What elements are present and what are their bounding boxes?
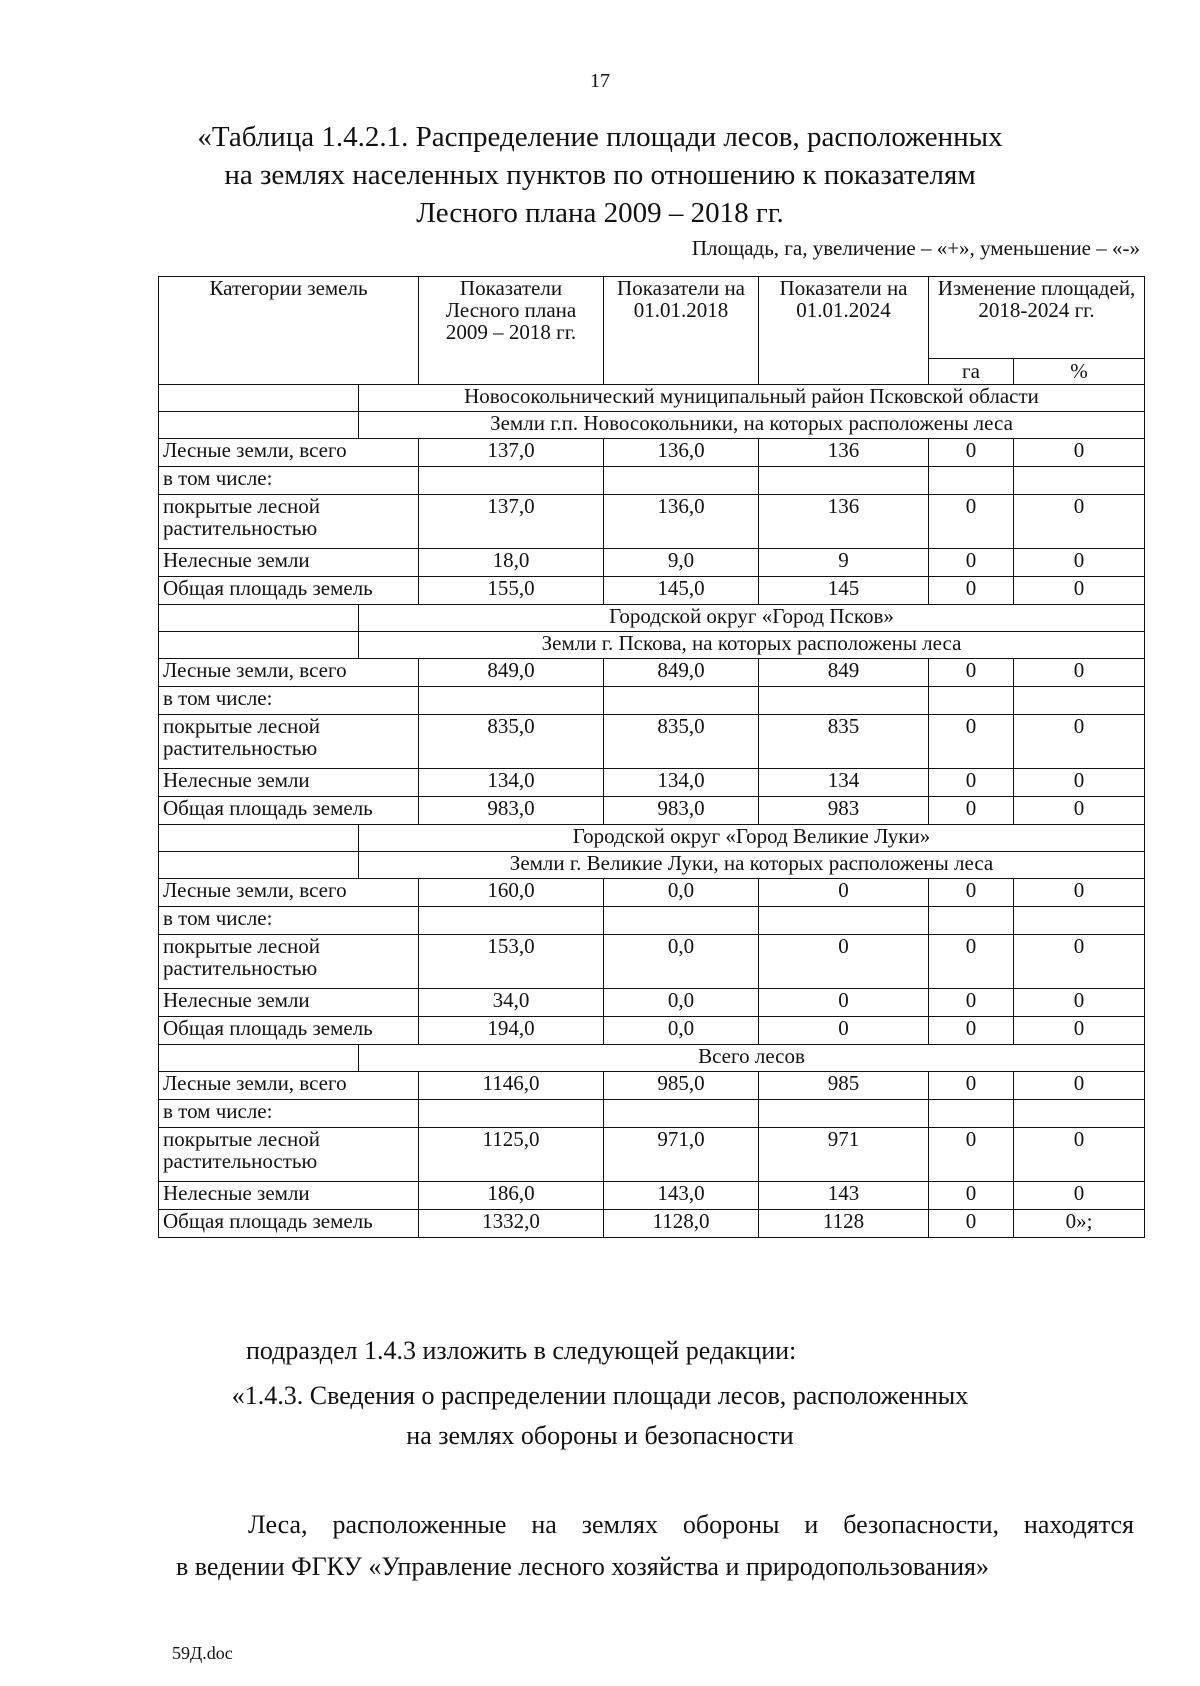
cell-pct: 0 [1014,577,1145,605]
header-pct: % [1014,359,1145,385]
section-lands-row [159,852,1145,879]
cell-ha: 0 [929,715,1014,769]
cell-plan [419,467,604,495]
cell-plan: 155,0 [419,577,604,605]
cell-ha [929,687,1014,715]
row-label: в том числе: [159,1100,419,1128]
cell-y2024: 145 [759,577,929,605]
cell-ha: 0 [929,659,1014,687]
table-row [159,687,1145,715]
cell-pct: 0 [1014,769,1145,797]
cell-ha: 0 [929,935,1014,989]
cell-y2024 [759,467,929,495]
cell-y2018: 983,0 [604,797,759,825]
row-label: Нелесные земли [159,549,419,577]
cell-plan: 1332,0 [419,1210,604,1238]
row-label: Лесные земли, всего [159,1072,419,1100]
cell-pct: 0»; [1014,1210,1145,1238]
title-line: на землях населенных пунктов по отношению к показателям [224,159,976,191]
cell-y2018: 985,0 [604,1072,759,1100]
section-spacer [159,852,359,879]
section-region: Городской округ «Город Великие Луки» [359,825,1145,852]
cell-pct [1014,687,1145,715]
row-label: в том числе: [159,467,419,495]
row-label: покрытые лесной растительностью [159,935,419,989]
cell-plan: 1146,0 [419,1072,604,1100]
table-row [159,549,1145,577]
table-row [159,879,1145,907]
forest-area-table [158,276,1145,1238]
section-region: Новосокольнический муниципальный район Псковской области [359,385,1145,412]
cell-y2024 [759,907,929,935]
cell-plan [419,1100,604,1128]
cell-ha: 0 [929,549,1014,577]
cell-pct: 0 [1014,797,1145,825]
row-label: Нелесные земли [159,1182,419,1210]
cell-y2018: 143,0 [604,1182,759,1210]
row-label: покрытые лесной растительностью [159,715,419,769]
table-row [159,907,1145,935]
row-label: Лесные земли, всего [159,879,419,907]
cell-plan: 137,0 [419,439,604,467]
cell-pct: 0 [1014,495,1145,549]
cell-y2018: 0,0 [604,989,759,1017]
cell-y2024: 849 [759,659,929,687]
section-spacer [159,412,359,439]
section-lands: Земли г. Пскова, на которых расположены леса [359,632,1145,659]
cell-pct: 0 [1014,1072,1145,1100]
section-region-row [159,605,1145,632]
cell-y2018: 1128,0 [604,1210,759,1238]
section-spacer [159,632,359,659]
row-label: Общая площадь земель [159,1210,419,1238]
heading-line: «1.4.3. Сведения о распределении площади лесов, расположенных [231,1381,969,1410]
title-line: Лесного плана 2009 – 2018 гг. [416,197,784,229]
cell-y2024: 835 [759,715,929,769]
section-spacer [159,825,359,852]
cell-ha [929,467,1014,495]
cell-plan: 194,0 [419,1017,604,1045]
row-label: Лесные земли, всего [159,439,419,467]
cell-plan: 134,0 [419,769,604,797]
cell-y2018: 0,0 [604,935,759,989]
row-label: покрытые лесной растительностью [159,495,419,549]
table-row [159,797,1145,825]
section-region: Городской округ «Город Псков» [359,605,1145,632]
cell-ha: 0 [929,1210,1014,1238]
cell-plan: 983,0 [419,797,604,825]
cell-ha: 0 [929,879,1014,907]
section-spacer [159,605,359,632]
cell-y2018: 9,0 [604,549,759,577]
cell-plan: 18,0 [419,549,604,577]
subsection-instruction: подраздел 1.4.3 изложить в следующей редакции: [246,1336,797,1365]
section-lands: Земли г.п. Новосокольники, на которых расположены леса [359,412,1145,439]
cell-ha: 0 [929,989,1014,1017]
row-label: в том числе: [159,907,419,935]
row-label: Общая площадь земель [159,797,419,825]
cell-ha: 0 [929,1017,1014,1045]
row-label: Нелесные земли [159,769,419,797]
title-line: «Таблица 1.4.2.1. Распределение площади лесов, расположенных [197,121,1003,153]
header-ha: га [929,359,1014,385]
cell-plan: 153,0 [419,935,604,989]
table-row [159,989,1145,1017]
cell-ha [929,907,1014,935]
cell-plan: 34,0 [419,989,604,1017]
cell-y2018: 0,0 [604,879,759,907]
section-spacer [159,385,359,412]
body-paragraph [176,1504,1134,1588]
cell-y2018 [604,687,759,715]
row-label: Нелесные земли [159,989,419,1017]
cell-pct: 0 [1014,1128,1145,1182]
cell-ha: 0 [929,1128,1014,1182]
cell-y2024: 1128 [759,1210,929,1238]
cell-plan: 849,0 [419,659,604,687]
subsection-heading [0,1376,1200,1456]
header-plan: Показатели Лесного плана 2009 – 2018 гг. [419,277,604,385]
cell-y2024: 134 [759,769,929,797]
cell-ha [929,1100,1014,1128]
table-row [159,1100,1145,1128]
cell-pct [1014,1100,1145,1128]
cell-y2024: 9 [759,549,929,577]
cell-y2018 [604,1100,759,1128]
table-row [159,1210,1145,1238]
table-row [159,1128,1145,1182]
cell-y2024: 136 [759,439,929,467]
cell-y2024: 985 [759,1072,929,1100]
units-note: Площадь, га, увеличение – «+», уменьшение – «-» [691,236,1140,260]
header-change: Изменение площадей, 2018-2024 гг. [929,277,1145,359]
cell-plan: 835,0 [419,715,604,769]
header-2018: Показатели на 01.01.2018 [604,277,759,385]
cell-pct: 0 [1014,549,1145,577]
table-row [159,439,1145,467]
section-spacer [159,1045,359,1072]
cell-pct: 0 [1014,935,1145,989]
row-label: Лесные земли, всего [159,659,419,687]
table-row [159,715,1145,769]
cell-y2024: 971 [759,1128,929,1182]
table-row [159,1072,1145,1100]
footer-filename: 59Д.doc [172,1643,233,1663]
cell-y2018: 849,0 [604,659,759,687]
row-label: в том числе: [159,687,419,715]
cell-y2024: 983 [759,797,929,825]
table-row [159,659,1145,687]
cell-y2024: 0 [759,935,929,989]
section-region-row [159,825,1145,852]
cell-ha: 0 [929,577,1014,605]
cell-plan: 186,0 [419,1182,604,1210]
header-2024: Показатели на 01.01.2024 [759,277,929,385]
table-row [159,935,1145,989]
cell-y2024: 0 [759,989,929,1017]
section-region-row [159,1045,1145,1072]
cell-plan [419,687,604,715]
cell-pct: 0 [1014,439,1145,467]
section-lands-row [159,412,1145,439]
section-lands-row [159,632,1145,659]
row-label: Общая площадь земель [159,1017,419,1045]
cell-y2018: 134,0 [604,769,759,797]
cell-pct: 0 [1014,989,1145,1017]
cell-pct: 0 [1014,715,1145,769]
section-region-row [159,385,1145,412]
cell-ha: 0 [929,1182,1014,1210]
cell-y2024: 0 [759,879,929,907]
section-lands: Земли г. Великие Луки, на которых расположены леса [359,852,1145,879]
cell-plan: 160,0 [419,879,604,907]
table-row [159,1017,1145,1045]
cell-y2024 [759,687,929,715]
cell-pct [1014,467,1145,495]
header-category: Категории земель [159,277,419,385]
cell-ha: 0 [929,1072,1014,1100]
cell-pct [1014,907,1145,935]
cell-ha: 0 [929,439,1014,467]
cell-y2024: 143 [759,1182,929,1210]
cell-plan [419,907,604,935]
header-row [159,277,1145,359]
table-row [159,1182,1145,1210]
cell-y2018 [604,907,759,935]
heading-line: на землях обороны и безопасности [406,1421,794,1450]
cell-y2024: 0 [759,1017,929,1045]
cell-pct: 0 [1014,879,1145,907]
cell-y2018 [604,467,759,495]
cell-y2018: 835,0 [604,715,759,769]
cell-plan: 137,0 [419,495,604,549]
cell-y2024: 136 [759,495,929,549]
cell-y2018: 971,0 [604,1128,759,1182]
table-row [159,769,1145,797]
cell-ha: 0 [929,797,1014,825]
cell-pct: 0 [1014,659,1145,687]
cell-y2024 [759,1100,929,1128]
table-row [159,467,1145,495]
cell-y2018: 136,0 [604,439,759,467]
cell-plan: 1125,0 [419,1128,604,1182]
row-label: покрытые лесной растительностью [159,1128,419,1182]
cell-ha: 0 [929,769,1014,797]
table-row [159,577,1145,605]
row-label: Общая площадь земель [159,577,419,605]
body-line: Леса, расположенные на землях обороны и безопасности, находятся [248,1510,1134,1539]
cell-y2018: 136,0 [604,495,759,549]
cell-y2018: 0,0 [604,1017,759,1045]
cell-pct: 0 [1014,1017,1145,1045]
body-line: в ведении ФГКУ «Управление лесного хозяйства и природопользования» [176,1552,989,1581]
cell-pct: 0 [1014,1182,1145,1210]
cell-ha: 0 [929,495,1014,549]
table-title [0,118,1200,232]
section-region: Всего лесов [359,1045,1145,1072]
table-row [159,495,1145,549]
page-number: 17 [590,70,610,92]
cell-y2018: 145,0 [604,577,759,605]
